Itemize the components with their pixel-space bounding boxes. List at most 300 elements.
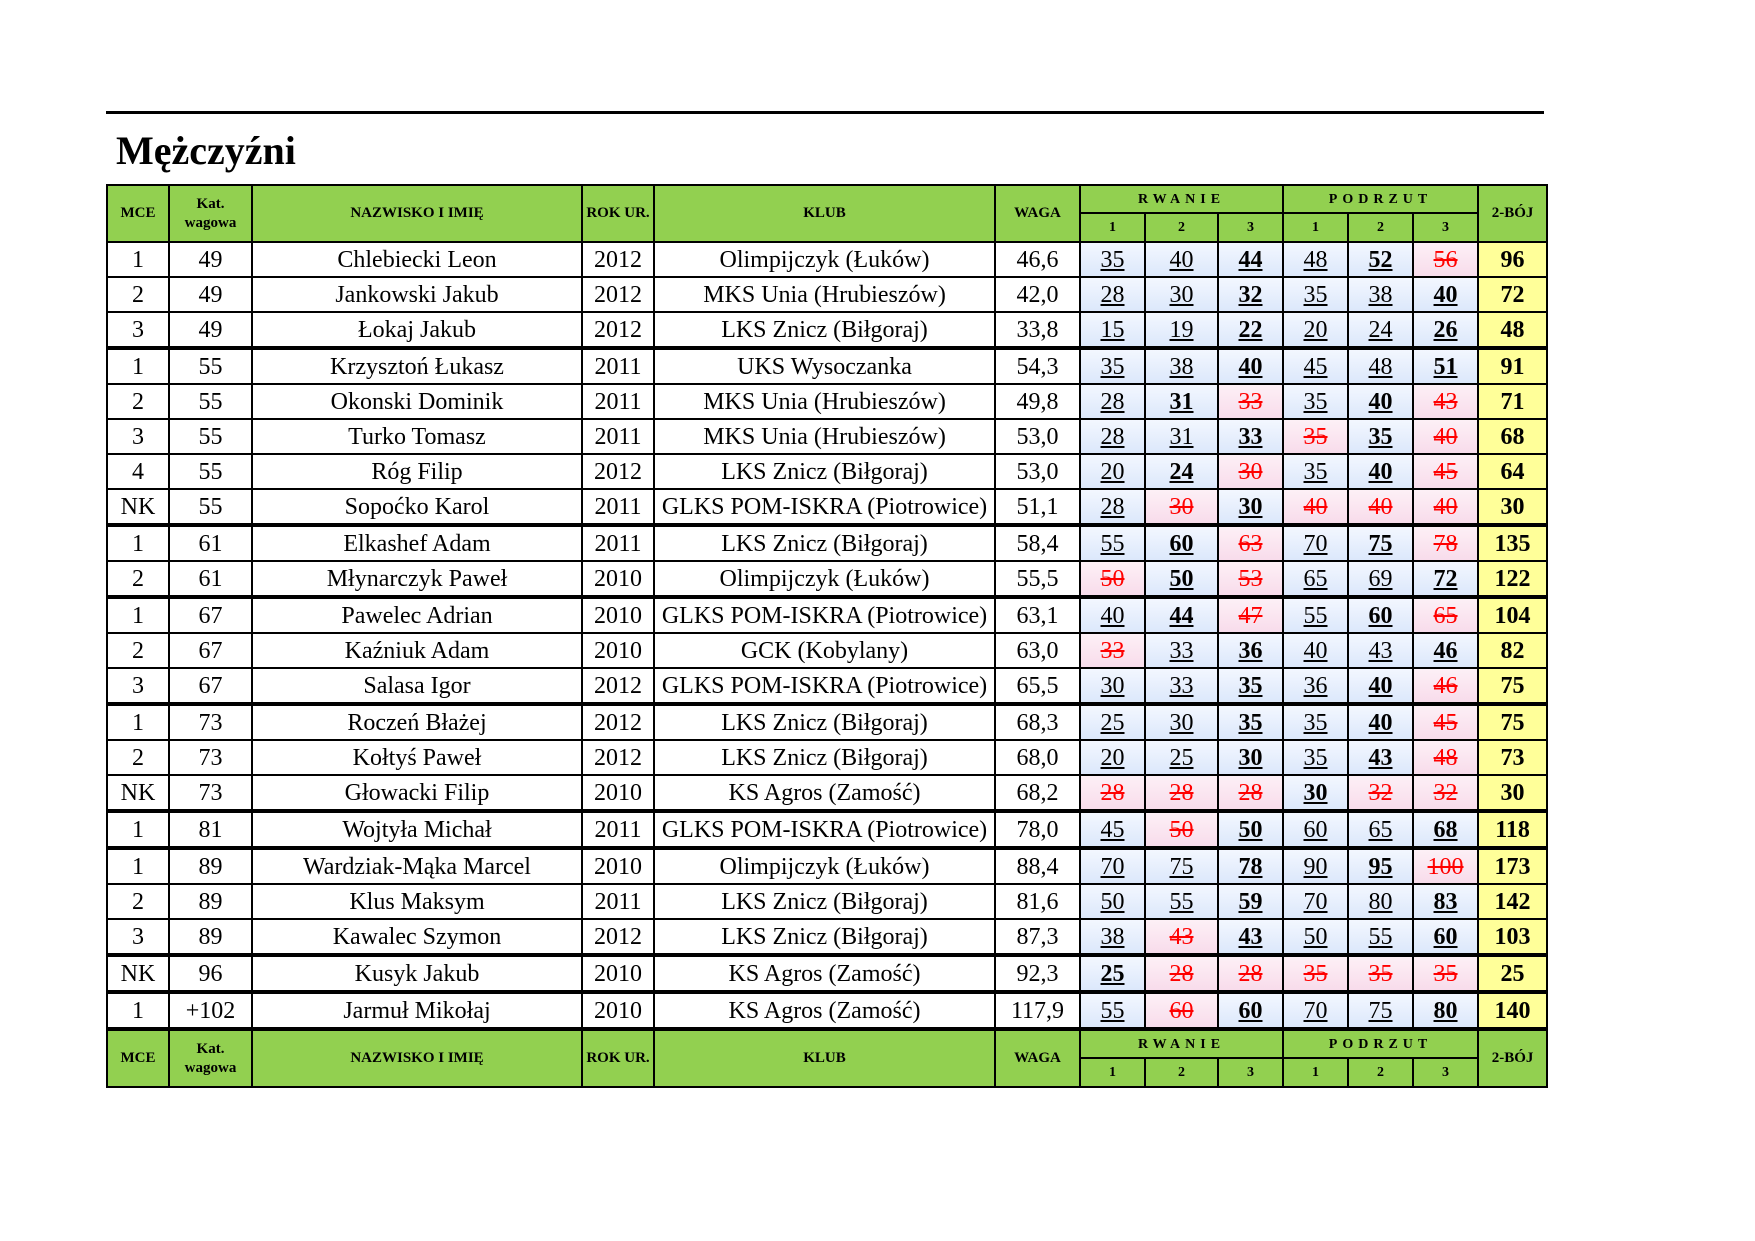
attempt-value: 33 bbox=[1169, 637, 1194, 664]
footer-waga: WAGA bbox=[995, 1029, 1080, 1087]
attempt-value: 83 bbox=[1433, 888, 1458, 915]
place-cell: 1 bbox=[107, 811, 169, 848]
podrzut-attempt-2-cell bbox=[1348, 884, 1413, 919]
year-cell: 2011 bbox=[582, 525, 654, 561]
name-cell: Wardziak-Mąka Marcel bbox=[252, 848, 582, 884]
attempt-value: 40 bbox=[1433, 423, 1458, 450]
name-cell: Kusyk Jakub bbox=[252, 955, 582, 992]
category-cell: 73 bbox=[169, 775, 252, 811]
year-cell: 2011 bbox=[582, 884, 654, 919]
attempt-value: 38 bbox=[1169, 353, 1194, 380]
attempt-value: 26 bbox=[1433, 316, 1458, 343]
footer-podrzut-1: 1 bbox=[1283, 1058, 1348, 1087]
attempt-value: 40 bbox=[1368, 388, 1393, 415]
podrzut-attempt-1-cell bbox=[1283, 775, 1348, 811]
place-cell: 1 bbox=[107, 242, 169, 277]
podrzut-attempt-3-cell bbox=[1413, 489, 1478, 525]
attempt-value: 35 bbox=[1303, 388, 1328, 415]
place-cell: 3 bbox=[107, 668, 169, 704]
podrzut-attempt-3-cell bbox=[1413, 919, 1478, 955]
category-cell: 61 bbox=[169, 561, 252, 597]
podrzut-attempt-2-cell bbox=[1348, 811, 1413, 848]
total-cell: 73 bbox=[1478, 740, 1547, 775]
weight-cell: 33,8 bbox=[995, 312, 1080, 348]
attempt-value: 35 bbox=[1303, 744, 1328, 771]
weight-cell: 42,0 bbox=[995, 277, 1080, 312]
rwanie-attempt-2-cell bbox=[1145, 525, 1218, 561]
attempt-value: 46 bbox=[1433, 637, 1458, 664]
name-cell: Sopoćko Karol bbox=[252, 489, 582, 525]
attempt-value: 19 bbox=[1169, 316, 1194, 343]
club-cell: MKS Unia (Hrubieszów) bbox=[654, 384, 995, 419]
attempt-value: 50 bbox=[1100, 888, 1125, 915]
rwanie-attempt-3-cell bbox=[1218, 992, 1283, 1029]
header-klub: KLUB bbox=[654, 185, 995, 242]
table-row bbox=[107, 919, 1547, 955]
attempt-value: 75 bbox=[1368, 997, 1393, 1024]
rwanie-attempt-3-cell bbox=[1218, 419, 1283, 454]
header-podrzut-1: 1 bbox=[1283, 213, 1348, 242]
attempt-value: 31 bbox=[1169, 423, 1194, 450]
total-cell: 140 bbox=[1478, 992, 1547, 1029]
club-cell: MKS Unia (Hrubieszów) bbox=[654, 419, 995, 454]
footer-name: NAZWISKO I IMIĘ bbox=[252, 1029, 582, 1087]
name-cell: Pawelec Adrian bbox=[252, 597, 582, 633]
podrzut-attempt-3-cell bbox=[1413, 633, 1478, 668]
attempt-value: 25 bbox=[1100, 960, 1125, 987]
table-row bbox=[107, 775, 1547, 811]
club-cell: LKS Znicz (Biłgoraj) bbox=[654, 919, 995, 955]
header-podrzut: PODRZUT bbox=[1283, 185, 1478, 213]
weight-cell: 54,3 bbox=[995, 348, 1080, 384]
podrzut-attempt-2-cell bbox=[1348, 489, 1413, 525]
podrzut-attempt-3-cell bbox=[1413, 277, 1478, 312]
weight-cell: 68,2 bbox=[995, 775, 1080, 811]
weight-cell: 78,0 bbox=[995, 811, 1080, 848]
podrzut-attempt-3-cell bbox=[1413, 775, 1478, 811]
attempt-value: 48 bbox=[1433, 744, 1458, 771]
place-cell: 4 bbox=[107, 454, 169, 489]
attempt-value: 32 bbox=[1368, 779, 1393, 806]
rwanie-attempt-2-cell bbox=[1145, 242, 1218, 277]
podrzut-attempt-2-cell bbox=[1348, 919, 1413, 955]
rwanie-attempt-1-cell bbox=[1080, 597, 1145, 633]
attempt-value: 30 bbox=[1238, 744, 1263, 771]
name-cell: Chlebiecki Leon bbox=[252, 242, 582, 277]
club-cell: Olimpijczyk (Łuków) bbox=[654, 848, 995, 884]
attempt-value: 20 bbox=[1100, 744, 1125, 771]
table-row bbox=[107, 668, 1547, 704]
place-cell: 2 bbox=[107, 277, 169, 312]
attempt-value: 63 bbox=[1238, 530, 1263, 557]
rwanie-attempt-3-cell bbox=[1218, 242, 1283, 277]
place-cell: 1 bbox=[107, 597, 169, 633]
name-cell: Głowacki Filip bbox=[252, 775, 582, 811]
attempt-value: 25 bbox=[1100, 709, 1125, 736]
year-cell: 2012 bbox=[582, 454, 654, 489]
club-cell: LKS Znicz (Biłgoraj) bbox=[654, 704, 995, 740]
page-title: Mężczyźni bbox=[116, 128, 296, 173]
total-cell: 48 bbox=[1478, 312, 1547, 348]
attempt-value: 25 bbox=[1169, 744, 1194, 771]
year-cell: 2010 bbox=[582, 633, 654, 668]
attempt-value: 35 bbox=[1368, 423, 1393, 450]
rwanie-attempt-1-cell bbox=[1080, 919, 1145, 955]
year-cell: 2010 bbox=[582, 955, 654, 992]
place-cell: 1 bbox=[107, 525, 169, 561]
total-cell: 103 bbox=[1478, 919, 1547, 955]
category-cell: 73 bbox=[169, 740, 252, 775]
category-cell: 89 bbox=[169, 848, 252, 884]
podrzut-attempt-2-cell bbox=[1348, 992, 1413, 1029]
table-row bbox=[107, 277, 1547, 312]
podrzut-attempt-3-cell bbox=[1413, 704, 1478, 740]
attempt-value: 48 bbox=[1368, 353, 1393, 380]
place-cell: 1 bbox=[107, 348, 169, 384]
attempt-value: 55 bbox=[1368, 923, 1393, 950]
category-cell: 96 bbox=[169, 955, 252, 992]
footer-rwanie-1: 1 bbox=[1080, 1058, 1145, 1087]
club-cell: Olimpijczyk (Łuków) bbox=[654, 561, 995, 597]
header-podrzut-2: 2 bbox=[1348, 213, 1413, 242]
category-cell: 89 bbox=[169, 919, 252, 955]
attempt-value: 45 bbox=[1433, 458, 1458, 485]
rwanie-attempt-1-cell bbox=[1080, 884, 1145, 919]
weight-cell: 68,0 bbox=[995, 740, 1080, 775]
rwanie-attempt-3-cell bbox=[1218, 811, 1283, 848]
table-row bbox=[107, 561, 1547, 597]
podrzut-attempt-3-cell bbox=[1413, 597, 1478, 633]
attempt-value: 45 bbox=[1303, 353, 1328, 380]
club-cell: GLKS POM-ISKRA (Piotrowice) bbox=[654, 668, 995, 704]
rwanie-attempt-2-cell bbox=[1145, 848, 1218, 884]
rwanie-attempt-1-cell bbox=[1080, 704, 1145, 740]
attempt-value: 90 bbox=[1303, 853, 1328, 880]
place-cell: NK bbox=[107, 489, 169, 525]
attempt-value: 40 bbox=[1368, 458, 1393, 485]
attempt-value: 35 bbox=[1303, 281, 1328, 308]
table-row bbox=[107, 955, 1547, 992]
name-cell: Turko Tomasz bbox=[252, 419, 582, 454]
attempt-value: 33 bbox=[1238, 423, 1263, 450]
table-row bbox=[107, 704, 1547, 740]
place-cell: 2 bbox=[107, 740, 169, 775]
rwanie-attempt-2-cell bbox=[1145, 384, 1218, 419]
weight-cell: 87,3 bbox=[995, 919, 1080, 955]
footer-rwanie: RWANIE bbox=[1080, 1029, 1283, 1058]
attempt-value: 35 bbox=[1303, 960, 1328, 987]
podrzut-attempt-2-cell bbox=[1348, 454, 1413, 489]
rwanie-attempt-1-cell bbox=[1080, 384, 1145, 419]
category-cell: 61 bbox=[169, 525, 252, 561]
rwanie-attempt-3-cell bbox=[1218, 633, 1283, 668]
rwanie-attempt-3-cell bbox=[1218, 704, 1283, 740]
rwanie-attempt-2-cell bbox=[1145, 277, 1218, 312]
attempt-value: 22 bbox=[1238, 316, 1263, 343]
attempt-value: 33 bbox=[1238, 388, 1263, 415]
rwanie-attempt-2-cell bbox=[1145, 811, 1218, 848]
total-cell: 68 bbox=[1478, 419, 1547, 454]
name-cell: Kawalec Szymon bbox=[252, 919, 582, 955]
total-cell: 64 bbox=[1478, 454, 1547, 489]
weight-cell: 58,4 bbox=[995, 525, 1080, 561]
table-row bbox=[107, 454, 1547, 489]
podrzut-attempt-3-cell bbox=[1413, 811, 1478, 848]
club-cell: KS Agros (Zamość) bbox=[654, 992, 995, 1029]
podrzut-attempt-3-cell bbox=[1413, 242, 1478, 277]
podrzut-attempt-3-cell bbox=[1413, 419, 1478, 454]
rwanie-attempt-1-cell bbox=[1080, 348, 1145, 384]
attempt-value: 68 bbox=[1433, 816, 1458, 843]
attempt-value: 60 bbox=[1169, 530, 1194, 557]
attempt-value: 45 bbox=[1433, 709, 1458, 736]
weight-cell: 63,0 bbox=[995, 633, 1080, 668]
attempt-value: 28 bbox=[1169, 960, 1194, 987]
weight-cell: 81,6 bbox=[995, 884, 1080, 919]
rwanie-attempt-2-cell bbox=[1145, 992, 1218, 1029]
rwanie-attempt-3-cell bbox=[1218, 489, 1283, 525]
rwanie-attempt-3-cell bbox=[1218, 454, 1283, 489]
podrzut-attempt-1-cell bbox=[1283, 454, 1348, 489]
attempt-value: 95 bbox=[1368, 853, 1393, 880]
podrzut-attempt-2-cell bbox=[1348, 384, 1413, 419]
attempt-value: 78 bbox=[1238, 853, 1263, 880]
attempt-value: 40 bbox=[1368, 493, 1393, 520]
table-row bbox=[107, 848, 1547, 884]
attempt-value: 50 bbox=[1303, 923, 1328, 950]
place-cell: 1 bbox=[107, 848, 169, 884]
total-cell: 25 bbox=[1478, 955, 1547, 992]
attempt-value: 30 bbox=[1238, 458, 1263, 485]
category-cell: 55 bbox=[169, 348, 252, 384]
footer-rok: ROK UR. bbox=[582, 1029, 654, 1087]
total-cell: 71 bbox=[1478, 384, 1547, 419]
attempt-value: 55 bbox=[1100, 997, 1125, 1024]
total-cell: 30 bbox=[1478, 775, 1547, 811]
rwanie-attempt-1-cell bbox=[1080, 811, 1145, 848]
attempt-value: 40 bbox=[1368, 709, 1393, 736]
year-cell: 2012 bbox=[582, 277, 654, 312]
podrzut-attempt-2-cell bbox=[1348, 561, 1413, 597]
podrzut-attempt-2-cell bbox=[1348, 704, 1413, 740]
attempt-value: 75 bbox=[1169, 853, 1194, 880]
rwanie-attempt-2-cell bbox=[1145, 348, 1218, 384]
attempt-value: 44 bbox=[1238, 246, 1263, 273]
rwanie-attempt-2-cell bbox=[1145, 561, 1218, 597]
attempt-value: 55 bbox=[1100, 530, 1125, 557]
weight-cell: 92,3 bbox=[995, 955, 1080, 992]
attempt-value: 55 bbox=[1303, 602, 1328, 629]
rwanie-attempt-1-cell bbox=[1080, 775, 1145, 811]
podrzut-attempt-2-cell bbox=[1348, 312, 1413, 348]
club-cell: GCK (Kobylany) bbox=[654, 633, 995, 668]
attempt-value: 65 bbox=[1368, 816, 1393, 843]
podrzut-attempt-2-cell bbox=[1348, 668, 1413, 704]
year-cell: 2010 bbox=[582, 992, 654, 1029]
podrzut-attempt-1-cell bbox=[1283, 633, 1348, 668]
podrzut-attempt-1-cell bbox=[1283, 992, 1348, 1029]
club-cell: Olimpijczyk (Łuków) bbox=[654, 242, 995, 277]
podrzut-attempt-2-cell bbox=[1348, 348, 1413, 384]
podrzut-attempt-1-cell bbox=[1283, 242, 1348, 277]
club-cell: LKS Znicz (Biłgoraj) bbox=[654, 454, 995, 489]
attempt-value: 65 bbox=[1303, 565, 1328, 592]
year-cell: 2011 bbox=[582, 811, 654, 848]
footer-klub: KLUB bbox=[654, 1029, 995, 1087]
category-cell: 67 bbox=[169, 668, 252, 704]
attempt-value: 32 bbox=[1238, 281, 1263, 308]
attempt-value: 43 bbox=[1238, 923, 1263, 950]
attempt-value: 100 bbox=[1427, 853, 1464, 880]
rwanie-attempt-2-cell bbox=[1145, 419, 1218, 454]
rwanie-attempt-3-cell bbox=[1218, 277, 1283, 312]
year-cell: 2010 bbox=[582, 597, 654, 633]
rwanie-attempt-2-cell bbox=[1145, 884, 1218, 919]
club-cell: LKS Znicz (Biłgoraj) bbox=[654, 884, 995, 919]
table-row bbox=[107, 811, 1547, 848]
place-cell: 2 bbox=[107, 384, 169, 419]
weight-cell: 49,8 bbox=[995, 384, 1080, 419]
podrzut-attempt-1-cell bbox=[1283, 348, 1348, 384]
year-cell: 2010 bbox=[582, 775, 654, 811]
table-header bbox=[107, 185, 1547, 242]
attempt-value: 43 bbox=[1169, 923, 1194, 950]
podrzut-attempt-2-cell bbox=[1348, 277, 1413, 312]
rwanie-attempt-1-cell bbox=[1080, 740, 1145, 775]
total-cell: 118 bbox=[1478, 811, 1547, 848]
attempt-value: 35 bbox=[1100, 353, 1125, 380]
attempt-value: 52 bbox=[1368, 246, 1393, 273]
podrzut-attempt-2-cell bbox=[1348, 633, 1413, 668]
rwanie-attempt-2-cell bbox=[1145, 597, 1218, 633]
podrzut-attempt-1-cell bbox=[1283, 277, 1348, 312]
attempt-value: 72 bbox=[1433, 565, 1458, 592]
attempt-value: 43 bbox=[1433, 388, 1458, 415]
podrzut-attempt-1-cell bbox=[1283, 740, 1348, 775]
attempt-value: 28 bbox=[1100, 281, 1125, 308]
name-cell: Okonski Dominik bbox=[252, 384, 582, 419]
category-cell: 55 bbox=[169, 454, 252, 489]
podrzut-attempt-1-cell bbox=[1283, 312, 1348, 348]
podrzut-attempt-3-cell bbox=[1413, 525, 1478, 561]
name-cell: Kaźniuk Adam bbox=[252, 633, 582, 668]
podrzut-attempt-1-cell bbox=[1283, 704, 1348, 740]
attempt-value: 35 bbox=[1433, 960, 1458, 987]
podrzut-attempt-3-cell bbox=[1413, 384, 1478, 419]
attempt-value: 36 bbox=[1238, 637, 1263, 664]
podrzut-attempt-3-cell bbox=[1413, 348, 1478, 384]
footer-podrzut: PODRZUT bbox=[1283, 1029, 1478, 1058]
attempt-value: 48 bbox=[1303, 246, 1328, 273]
podrzut-attempt-2-cell bbox=[1348, 775, 1413, 811]
attempt-value: 60 bbox=[1169, 997, 1194, 1024]
attempt-value: 30 bbox=[1169, 281, 1194, 308]
footer-mce: MCE bbox=[107, 1029, 169, 1087]
total-cell: 91 bbox=[1478, 348, 1547, 384]
attempt-value: 20 bbox=[1100, 458, 1125, 485]
header-rwanie: RWANIE bbox=[1080, 185, 1283, 213]
rwanie-attempt-3-cell bbox=[1218, 312, 1283, 348]
category-cell: 55 bbox=[169, 419, 252, 454]
attempt-value: 56 bbox=[1433, 246, 1458, 273]
place-cell: 2 bbox=[107, 633, 169, 668]
attempt-value: 70 bbox=[1303, 530, 1328, 557]
attempt-value: 80 bbox=[1368, 888, 1393, 915]
rwanie-attempt-1-cell bbox=[1080, 633, 1145, 668]
table-row bbox=[107, 740, 1547, 775]
attempt-value: 43 bbox=[1368, 637, 1393, 664]
podrzut-attempt-1-cell bbox=[1283, 597, 1348, 633]
total-cell: 75 bbox=[1478, 668, 1547, 704]
podrzut-attempt-3-cell bbox=[1413, 561, 1478, 597]
table-footer-header bbox=[107, 1029, 1547, 1087]
podrzut-attempt-1-cell bbox=[1283, 884, 1348, 919]
rwanie-attempt-2-cell bbox=[1145, 633, 1218, 668]
podrzut-attempt-2-cell bbox=[1348, 740, 1413, 775]
rwanie-attempt-1-cell bbox=[1080, 312, 1145, 348]
rwanie-attempt-1-cell bbox=[1080, 955, 1145, 992]
attempt-value: 40 bbox=[1433, 493, 1458, 520]
category-cell: 67 bbox=[169, 597, 252, 633]
category-cell: 49 bbox=[169, 242, 252, 277]
club-cell: GLKS POM-ISKRA (Piotrowice) bbox=[654, 811, 995, 848]
year-cell: 2012 bbox=[582, 740, 654, 775]
rwanie-attempt-3-cell bbox=[1218, 775, 1283, 811]
header-rwanie-2: 2 bbox=[1145, 213, 1218, 242]
total-cell: 135 bbox=[1478, 525, 1547, 561]
attempt-value: 50 bbox=[1169, 816, 1194, 843]
rwanie-attempt-2-cell bbox=[1145, 312, 1218, 348]
rwanie-attempt-2-cell bbox=[1145, 775, 1218, 811]
club-cell: UKS Wysoczanka bbox=[654, 348, 995, 384]
attempt-value: 40 bbox=[1169, 246, 1194, 273]
club-cell: GLKS POM-ISKRA (Piotrowice) bbox=[654, 597, 995, 633]
name-cell: Roczeń Błażej bbox=[252, 704, 582, 740]
attempt-value: 43 bbox=[1368, 744, 1393, 771]
weight-cell: 53,0 bbox=[995, 454, 1080, 489]
table-row bbox=[107, 419, 1547, 454]
podrzut-attempt-1-cell bbox=[1283, 561, 1348, 597]
rwanie-attempt-1-cell bbox=[1080, 561, 1145, 597]
club-cell: KS Agros (Zamość) bbox=[654, 955, 995, 992]
podrzut-attempt-1-cell bbox=[1283, 489, 1348, 525]
rwanie-attempt-3-cell bbox=[1218, 668, 1283, 704]
category-cell: 81 bbox=[169, 811, 252, 848]
header-rwanie-1: 1 bbox=[1080, 213, 1145, 242]
attempt-value: 40 bbox=[1238, 353, 1263, 380]
podrzut-attempt-3-cell bbox=[1413, 740, 1478, 775]
rwanie-attempt-1-cell bbox=[1080, 419, 1145, 454]
name-cell: Wojtyła Michał bbox=[252, 811, 582, 848]
rwanie-attempt-1-cell bbox=[1080, 277, 1145, 312]
rwanie-attempt-3-cell bbox=[1218, 384, 1283, 419]
weight-cell: 117,9 bbox=[995, 992, 1080, 1029]
weight-cell: 51,1 bbox=[995, 489, 1080, 525]
podrzut-attempt-3-cell bbox=[1413, 668, 1478, 704]
name-cell: Róg Filip bbox=[252, 454, 582, 489]
attempt-value: 33 bbox=[1169, 672, 1194, 699]
name-cell: Krzysztoń Łukasz bbox=[252, 348, 582, 384]
category-cell: 67 bbox=[169, 633, 252, 668]
attempt-value: 44 bbox=[1169, 602, 1194, 629]
table-row bbox=[107, 242, 1547, 277]
total-cell: 173 bbox=[1478, 848, 1547, 884]
weight-cell: 68,3 bbox=[995, 704, 1080, 740]
podrzut-attempt-3-cell bbox=[1413, 454, 1478, 489]
name-cell: Jankowski Jakub bbox=[252, 277, 582, 312]
rwanie-attempt-3-cell bbox=[1218, 848, 1283, 884]
attempt-value: 59 bbox=[1238, 888, 1263, 915]
